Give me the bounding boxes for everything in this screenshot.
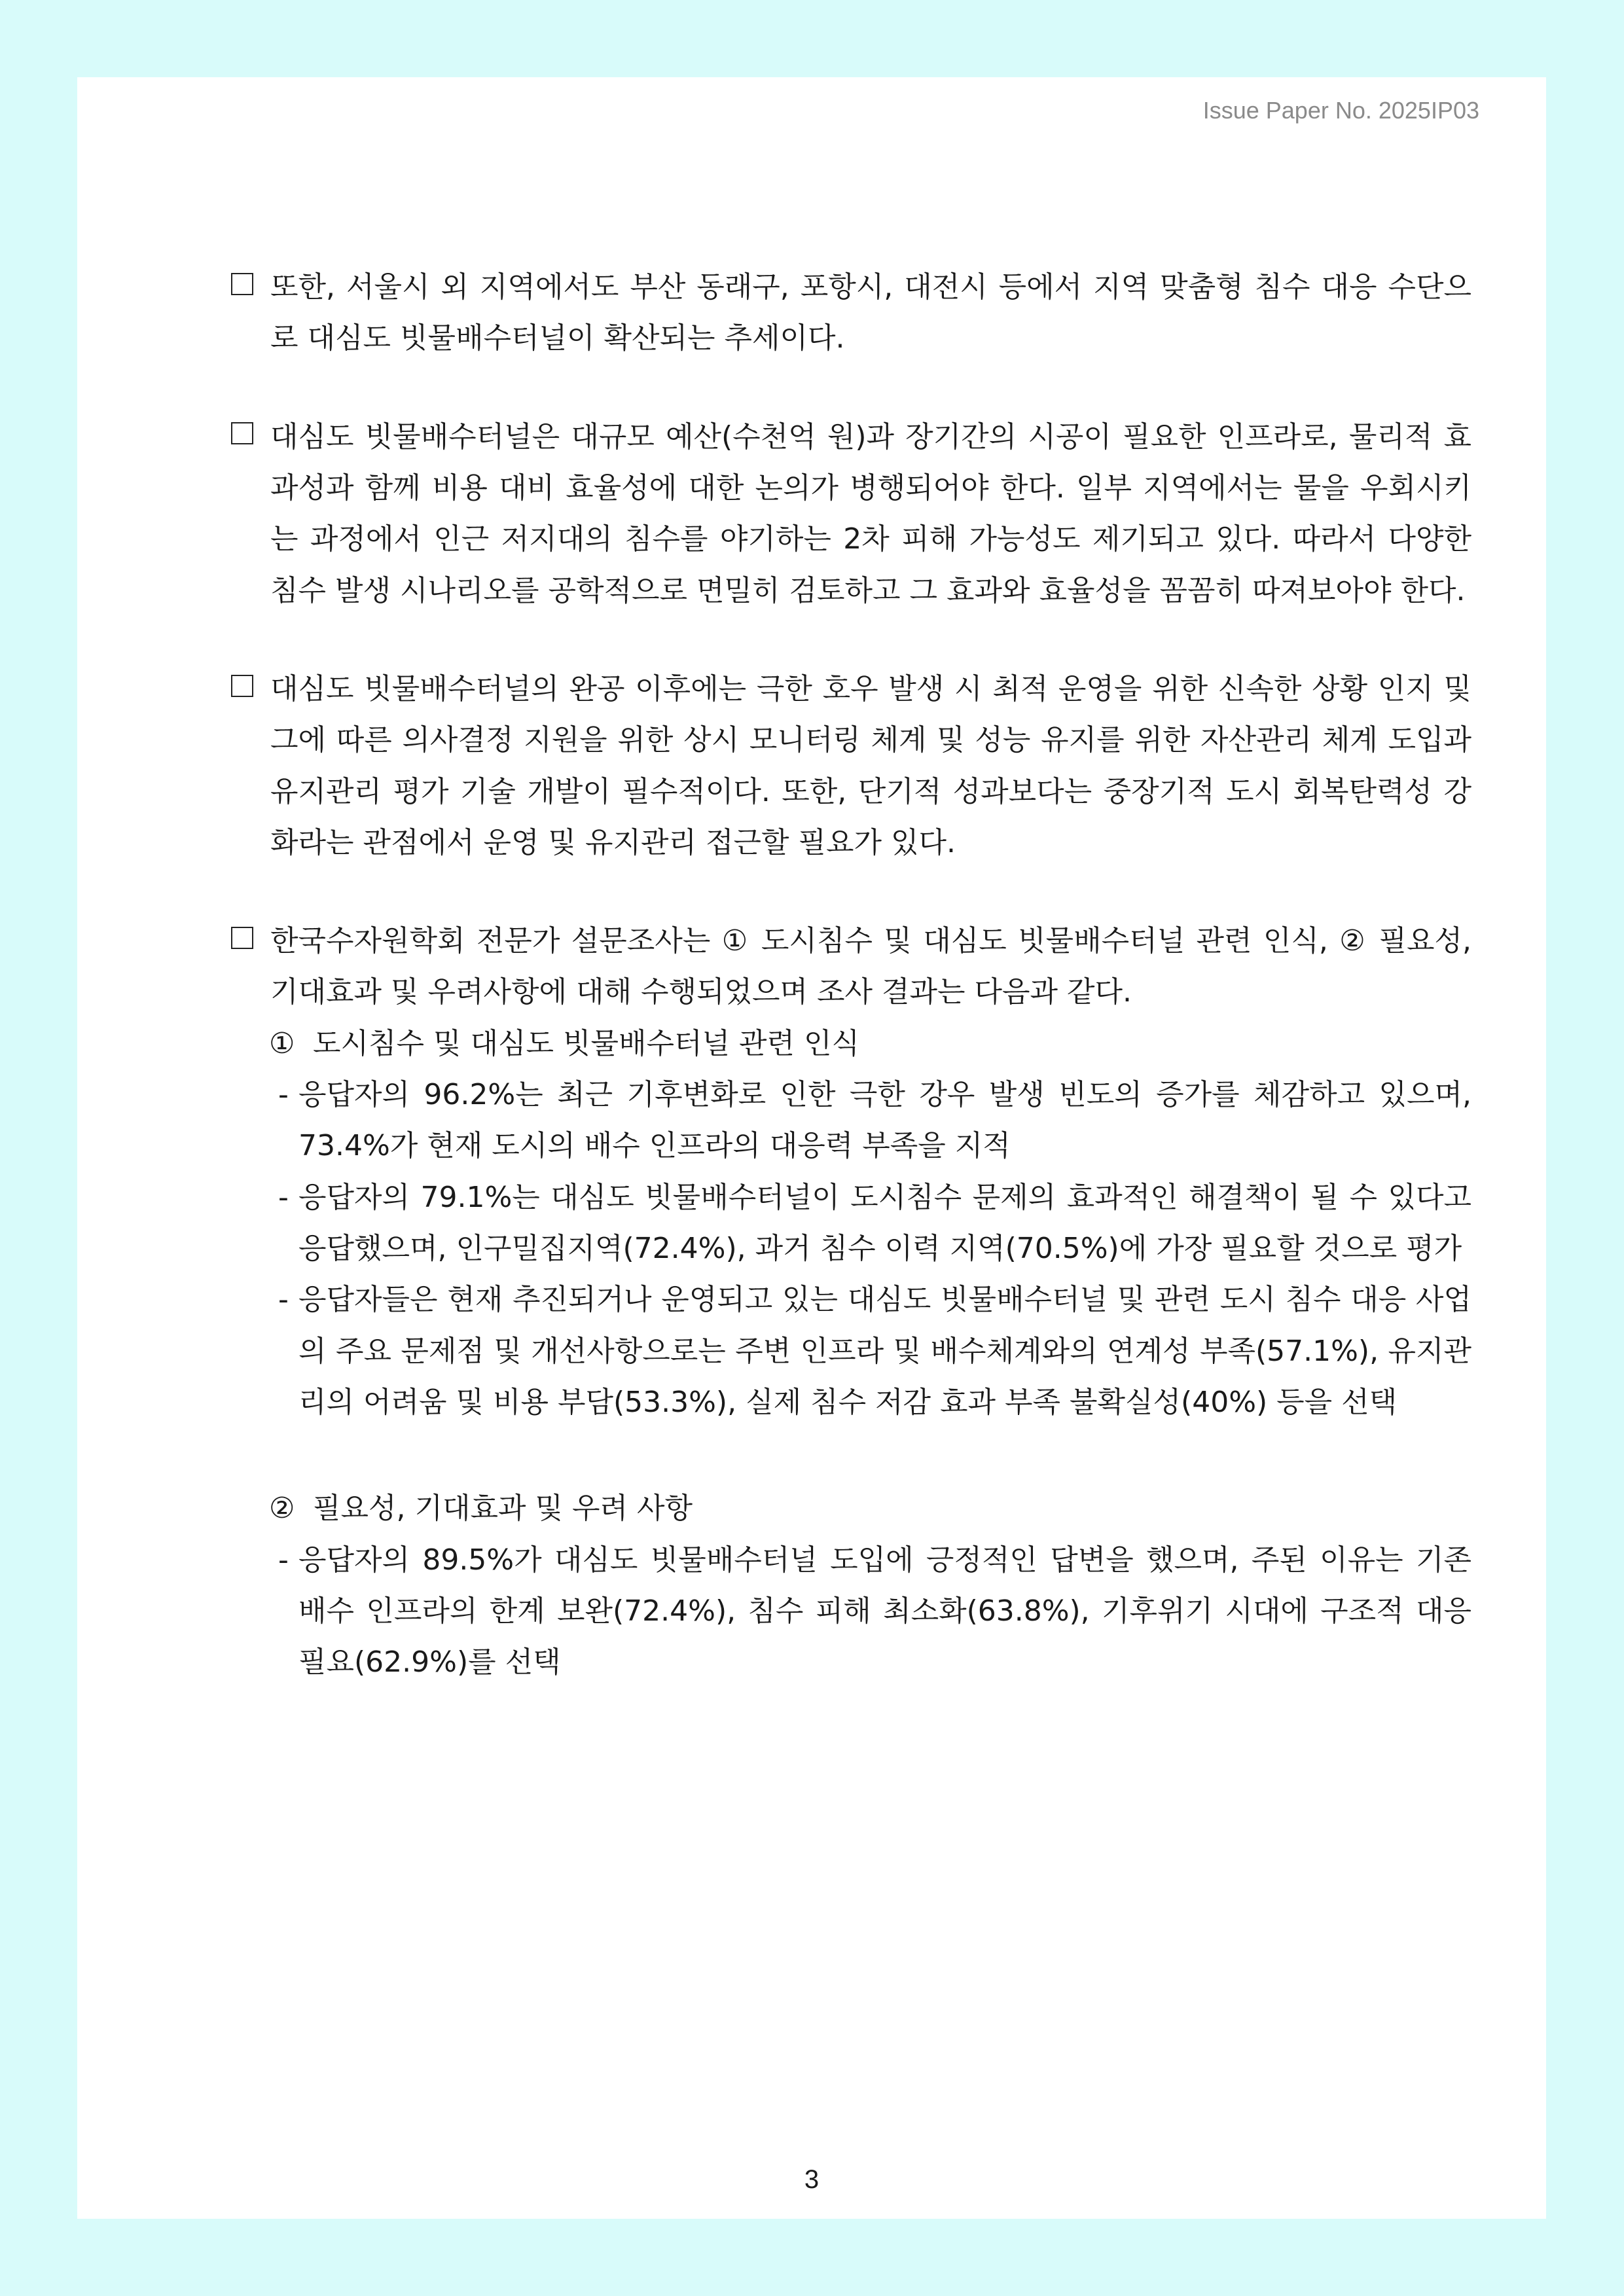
section-number: ① [269, 1026, 295, 1060]
paragraph-text: 대심도 빗물배수터널은 대규모 예산(수천억 원)과 장기간의 시공이 필요한 인프라로, 물리적 효과성과 함께 비용 대비 효율성에 대한 논의가 병행되어야 한다. 일부 지역에서는 물을 우회시키는 과정에서 인근 저지대의 침수를 야기하는 2차 피해 가능성도 제기되고 있다. 따라서 다양한 침수 발생 시나리오를 공학적으로 면밀히 검토하고 그 효과와 효율성을 꼼꼼히 따져보아야 한다. [270, 420, 1471, 607]
bullet-dash: - [278, 1180, 289, 1214]
checkbox-square-icon [231, 422, 253, 444]
bullet-dash: - [278, 1543, 289, 1577]
paragraph-text: 한국수자원학회 전문가 설문조사는 ① 도시침수 및 대심도 빗물배수터널 관련 인식, ② 필요성, 기대효과 및 우려사항에 대해 수행되었으며 조사 결과는 다음과 같다. [270, 924, 1471, 1009]
document-body [231, 262, 1471, 1689]
document-page [77, 77, 1546, 2219]
issue-paper-id: Issue Paper No. 2025IP03 [1202, 97, 1479, 124]
survey-section-1-bullet [231, 1069, 1471, 1172]
survey-section-2-bullet [231, 1535, 1471, 1689]
survey-section-1-heading [231, 1018, 1471, 1069]
paragraph-survey-intro [231, 916, 1471, 1018]
bullet-text: 응답자의 89.5%가 대심도 빗물배수터널 도입에 긍정적인 답변을 했으며, 주된 이유는 기존 배수 인프라의 한계 보완(72.4%), 침수 피해 최소화(63.8%), 기후위기 시대에 구조적 대응 필요(62.9%)를 선택 [298, 1543, 1471, 1679]
section-number: ② [269, 1492, 295, 1526]
survey-section-2-heading [231, 1483, 1471, 1534]
paragraph-text: 또한, 서울시 외 지역에서도 부산 동래구, 포항시, 대전시 등에서 지역 맞춤형 침수 대응 수단으로 대심도 빗물배수터널이 확산되는 추세이다. [270, 270, 1471, 355]
section-title: 필요성, 기대효과 및 우려 사항 [313, 1492, 693, 1526]
section-title: 도시침수 및 대심도 빗물배수터널 관련 인식 [313, 1026, 860, 1060]
paragraph-operation-maintenance [231, 664, 1471, 869]
bullet-text: 응답자의 96.2%는 최근 기후변화로 인한 극한 강우 발생 빈도의 증가를 체감하고 있으며, 73.4%가 현재 도시의 배수 인프라의 대응력 부족을 지적 [298, 1078, 1471, 1163]
bullet-text: 응답자들은 현재 추진되거나 운영되고 있는 대심도 빗물배수터널 및 관련 도시 침수 대응 사업의 주요 문제점 및 개선사항으로는 주변 인프라 및 배수체계와의 연계성 부족(57.1%), 유지관리의 어려움 및 비용 부담(53.3%), 실제 침수 저감 효과 부족 불확실성(40%) 등을 선택 [298, 1283, 1472, 1419]
checkbox-square-icon [231, 927, 253, 949]
checkbox-square-icon [231, 675, 253, 697]
bullet-dash: - [278, 1078, 289, 1112]
bullet-text: 응답자의 79.1%는 대심도 빗물배수터널이 도시침수 문제의 효과적인 해결책이 될 수 있다고 응답했으며, 인구밀집지역(72.4%), 과거 침수 이력 지역(70.5%)에 가장 필요할 것으로 평가 [298, 1180, 1471, 1265]
checkbox-square-icon [231, 273, 253, 295]
paragraph-text: 대심도 빗물배수터널의 완공 이후에는 극한 호우 발생 시 최적 운영을 위한 신속한 상황 인지 및 그에 따른 의사결정 지원을 위한 상시 모니터링 체계 및 성능 유지를 위한 자산관리 체계 도입과 유지관리 평가 기술 개발이 필수적이다. 또한, 단기적 성과보다는 중장기적 도시 회복탄력성 강화라는 관점에서 운영 및 유지관리 접근할 필요가 있다. [270, 672, 1471, 859]
paragraph-regional-expansion [231, 262, 1471, 365]
survey-section-1-bullet [231, 1274, 1471, 1428]
page-number: 3 [804, 2165, 820, 2194]
survey-section-1-bullet [231, 1172, 1471, 1275]
paragraph-cost-efficiency [231, 412, 1471, 617]
bullet-dash: - [278, 1283, 289, 1317]
